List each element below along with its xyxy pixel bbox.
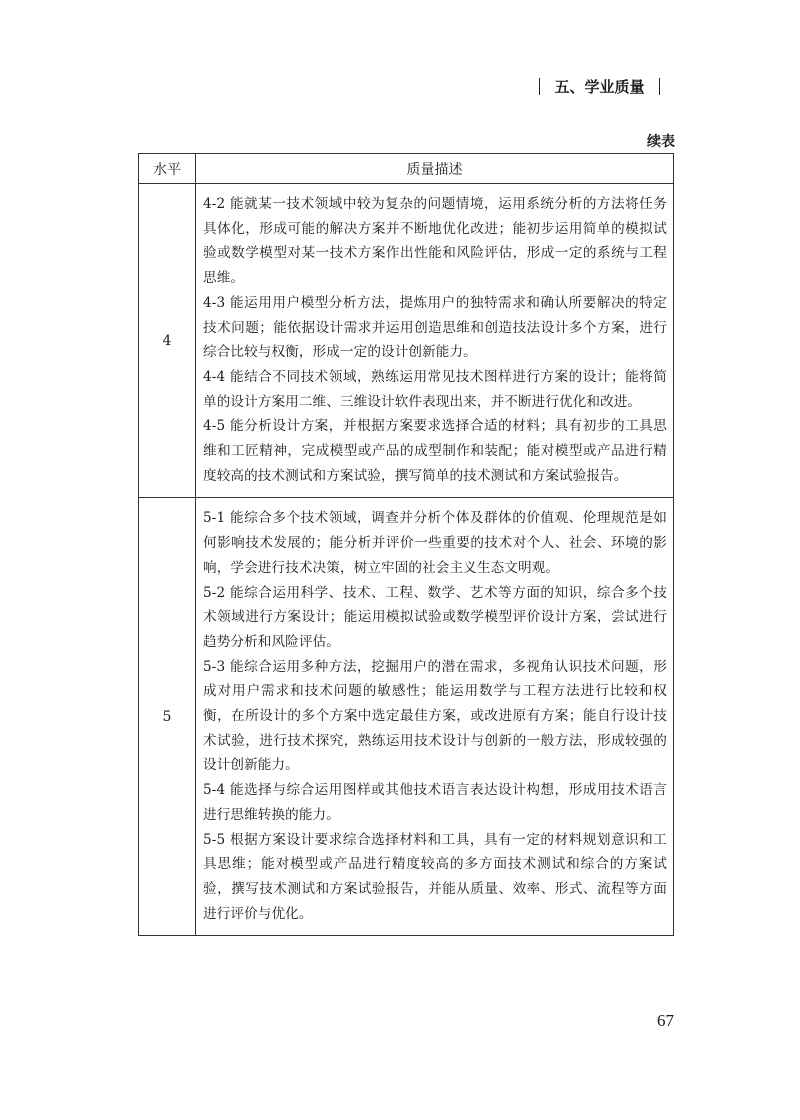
- quality-item: 4-3 能运用用户模型分析方法，提炼用户的独特需求和确认所要解决的特定技术问题；能依据设计需求并运用创造思维和创造技法设计多个方案，进行综合比较与权衡，形成一定的设计创新能力。: [203, 294, 667, 361]
- column-header-level: 水平: [139, 154, 196, 184]
- quality-item: 4-4 能结合不同技术领域，熟练运用常见技术图样进行方案的设计；能将简单的设计方案用二维、三维设计软件表现出来，并不断进行优化和改进。: [203, 368, 667, 410]
- quality-item: 5-4 能选择与综合运用图样或其他技术语言表达设计构想，形成用技术语言进行思维转换的能力。: [203, 782, 667, 823]
- column-header-description: 质量描述: [196, 154, 674, 184]
- table-row: [139, 184, 674, 498]
- table-header-row: [139, 154, 674, 184]
- quality-item: 5-1 能综合多个技术领域，调查并分析个体及群体的价值观、伦理规范是如何影响技术发展的；能分析并评价一些重要的技术对个人、社会、环境的影响，学会进行技术决策，树立牢固的社会主义生态文明观。: [203, 510, 667, 576]
- description-cell: [196, 498, 674, 936]
- quality-table: [138, 153, 674, 936]
- running-header: [525, 76, 674, 97]
- level-cell: 4: [139, 184, 196, 498]
- section-title: 五、学业质量: [554, 78, 645, 96]
- description-cell: [196, 184, 674, 498]
- header-right-rule: [659, 78, 661, 95]
- quality-item: 4-2 能就某一技术领域中较为复杂的问题情境，运用系统分析的方法将任务具体化，形成可能的解决方案并不断地优化改进；能初步运用简单的模拟试验或数学模型对某一技术方案作出性能和风险评估，形成一定的系统与工程思维。: [203, 196, 667, 287]
- table-continued-label: 续表: [647, 134, 675, 150]
- quality-item: 5-2 能综合运用科学、技术、工程、数学、艺术等方面的知识，综合多个技术领域进行方案设计；能运用模拟试验或数学模型评价设计方案，尝试进行趋势分析和风险评估。: [203, 584, 667, 650]
- page-number: 67: [657, 1011, 674, 1030]
- quality-item: 5-3 能综合运用多种方法，挖掘用户的潜在需求，多视角认识技术问题，形成对用户需求和技术问题的敏感性；能运用数学与工程方法进行比较和权衡，在所设计的多个方案中选定最佳方案，或改进原有方案；能自行设计技术试验，进行技术探究，熟练运用技术设计与创新的一般方法，形成较强的设计创新能力。: [203, 658, 667, 774]
- quality-item: 4-5 能分析设计方案，并根据方案要求选择合适的材料；具有初步的工具思维和工匠精神，完成模型或产品的成型制作和装配；能对模型或产品进行精度较高的技术测试和方案试验，撰写简单的技术测试和方案试验报告。: [203, 418, 667, 484]
- level-cell: 5: [139, 498, 196, 936]
- quality-item: 5-5 根据方案设计要求综合选择材料和工具，具有一定的材料规划意识和工具思维；能对模型或产品进行精度较高的多方面技术测试和综合的方案试验，撰写技术测试和方案试验报告，并能从质量、效率、形式、流程等方面进行评价与优化。: [203, 831, 667, 922]
- table-row: [139, 498, 674, 936]
- header-left-rule: [539, 78, 541, 95]
